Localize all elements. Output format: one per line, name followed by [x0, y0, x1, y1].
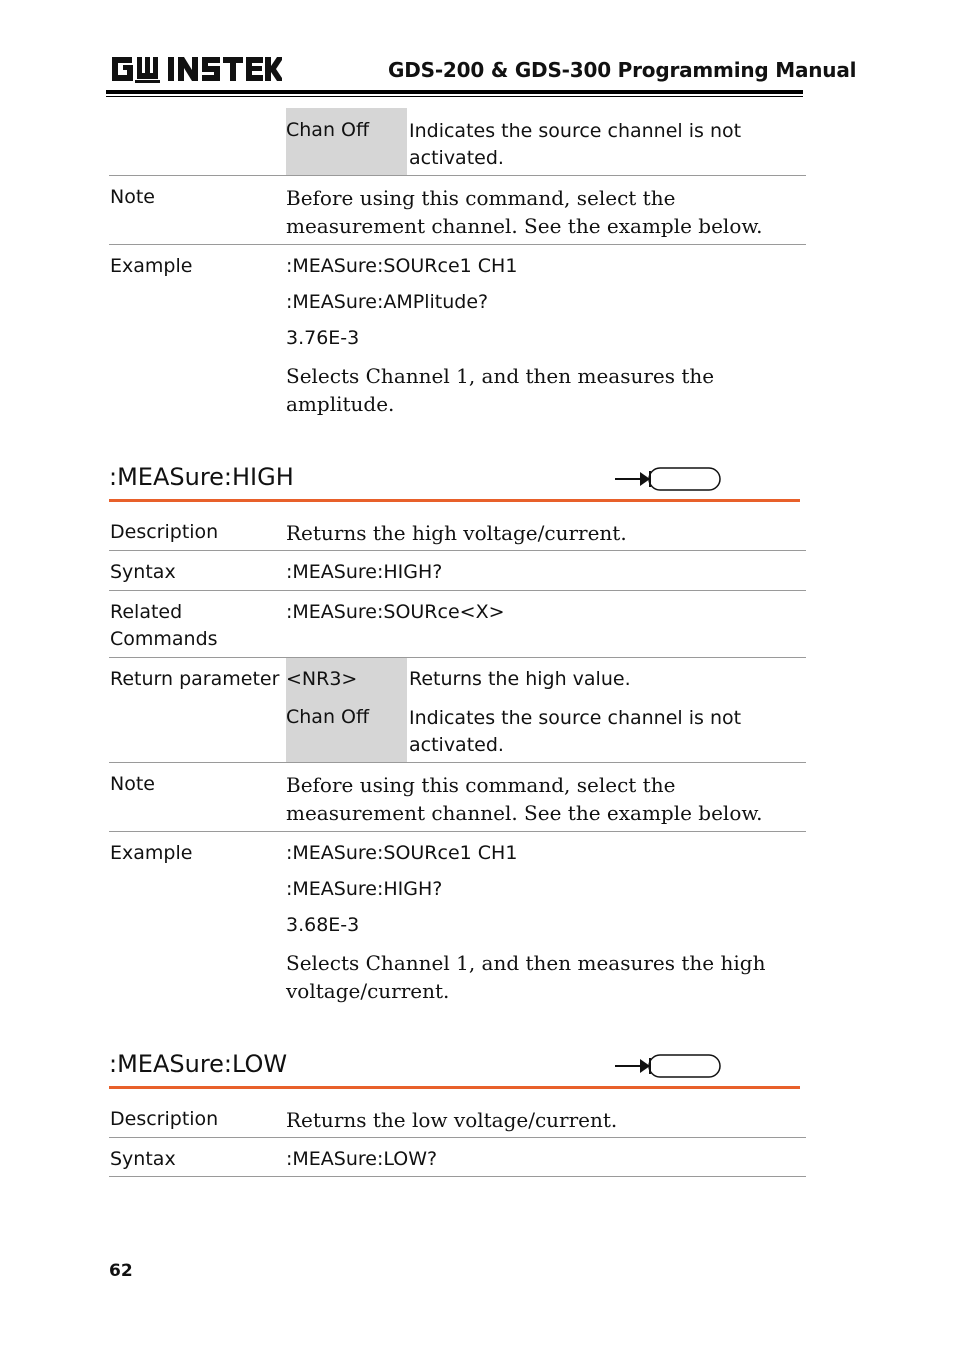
syntax-command: :MEASure:LOW? [286, 1148, 438, 1170]
note-label: Note [110, 773, 155, 795]
return-param-chan-off: Chan Off [286, 119, 370, 141]
example-command: :MEASure:SOURce1 CH1 [286, 255, 518, 277]
table-divider [109, 657, 806, 658]
note-text: Before using this command, select the measurement channel. See the example below. [286, 186, 763, 238]
syntax-label: Syntax [110, 561, 176, 583]
return-parameter-label: Return parameter [110, 668, 280, 690]
return-param-desc: Indicates the source channel is not activated. [409, 120, 742, 169]
section-title-high: :MEASure:HIGH [109, 463, 294, 491]
syntax-command: :MEASure:HIGH? [286, 561, 443, 583]
header-rule [106, 90, 803, 94]
note-text: Before using this command, select the measurement channel. See the example below. [286, 773, 763, 825]
section-title-low: :MEASure:LOW [109, 1050, 288, 1078]
related-label: Related [110, 601, 183, 623]
example-command: :MEASure:HIGH? [286, 878, 443, 900]
description-label: Description [110, 521, 219, 543]
related-command: :MEASure:SOURce<X> [286, 601, 505, 623]
example-description: Selects Channel 1, and then measures the high voltage/current. [286, 951, 766, 1003]
syntax-label: Syntax [110, 1148, 176, 1170]
query-arrow-icon [614, 1053, 724, 1079]
table-divider [109, 762, 806, 763]
example-label: Example [110, 842, 193, 864]
section-rule [109, 1086, 800, 1089]
table-divider [109, 175, 806, 176]
description-label: Description [110, 1108, 219, 1130]
example-command: :MEASure:AMPlitude? [286, 291, 489, 313]
example-return-value: 3.68E-3 [286, 914, 360, 936]
return-param-chan-off: Chan Off [286, 706, 370, 728]
table-divider [109, 244, 806, 245]
related-label: Commands [110, 628, 218, 650]
table-divider [109, 550, 806, 551]
example-command: :MEASure:SOURce1 CH1 [286, 842, 518, 864]
table-divider [109, 831, 806, 832]
return-param-nr3: <NR3> [286, 668, 358, 690]
section-rule [109, 499, 800, 502]
note-label: Note [110, 186, 155, 208]
query-arrow-icon [614, 466, 724, 492]
table-divider [109, 1176, 806, 1177]
document-title: GDS-200 & GDS-300 Programming Manual [388, 58, 857, 82]
example-return-value: 3.76E-3 [286, 327, 360, 349]
gw-instek-logo [110, 54, 282, 84]
description-text: Returns the low voltage/current. [286, 1108, 618, 1132]
table-divider [109, 590, 806, 591]
page-number: 62 [109, 1261, 133, 1281]
header-rule-thin [106, 96, 803, 97]
example-label: Example [110, 255, 193, 277]
description-text: Returns the high voltage/current. [286, 521, 627, 545]
return-param-desc: Returns the high value. [409, 668, 631, 690]
table-divider [109, 1137, 806, 1138]
example-description: Selects Channel 1, and then measures the amplitude. [286, 364, 715, 416]
return-param-desc: Indicates the source channel is not activated. [409, 707, 742, 756]
